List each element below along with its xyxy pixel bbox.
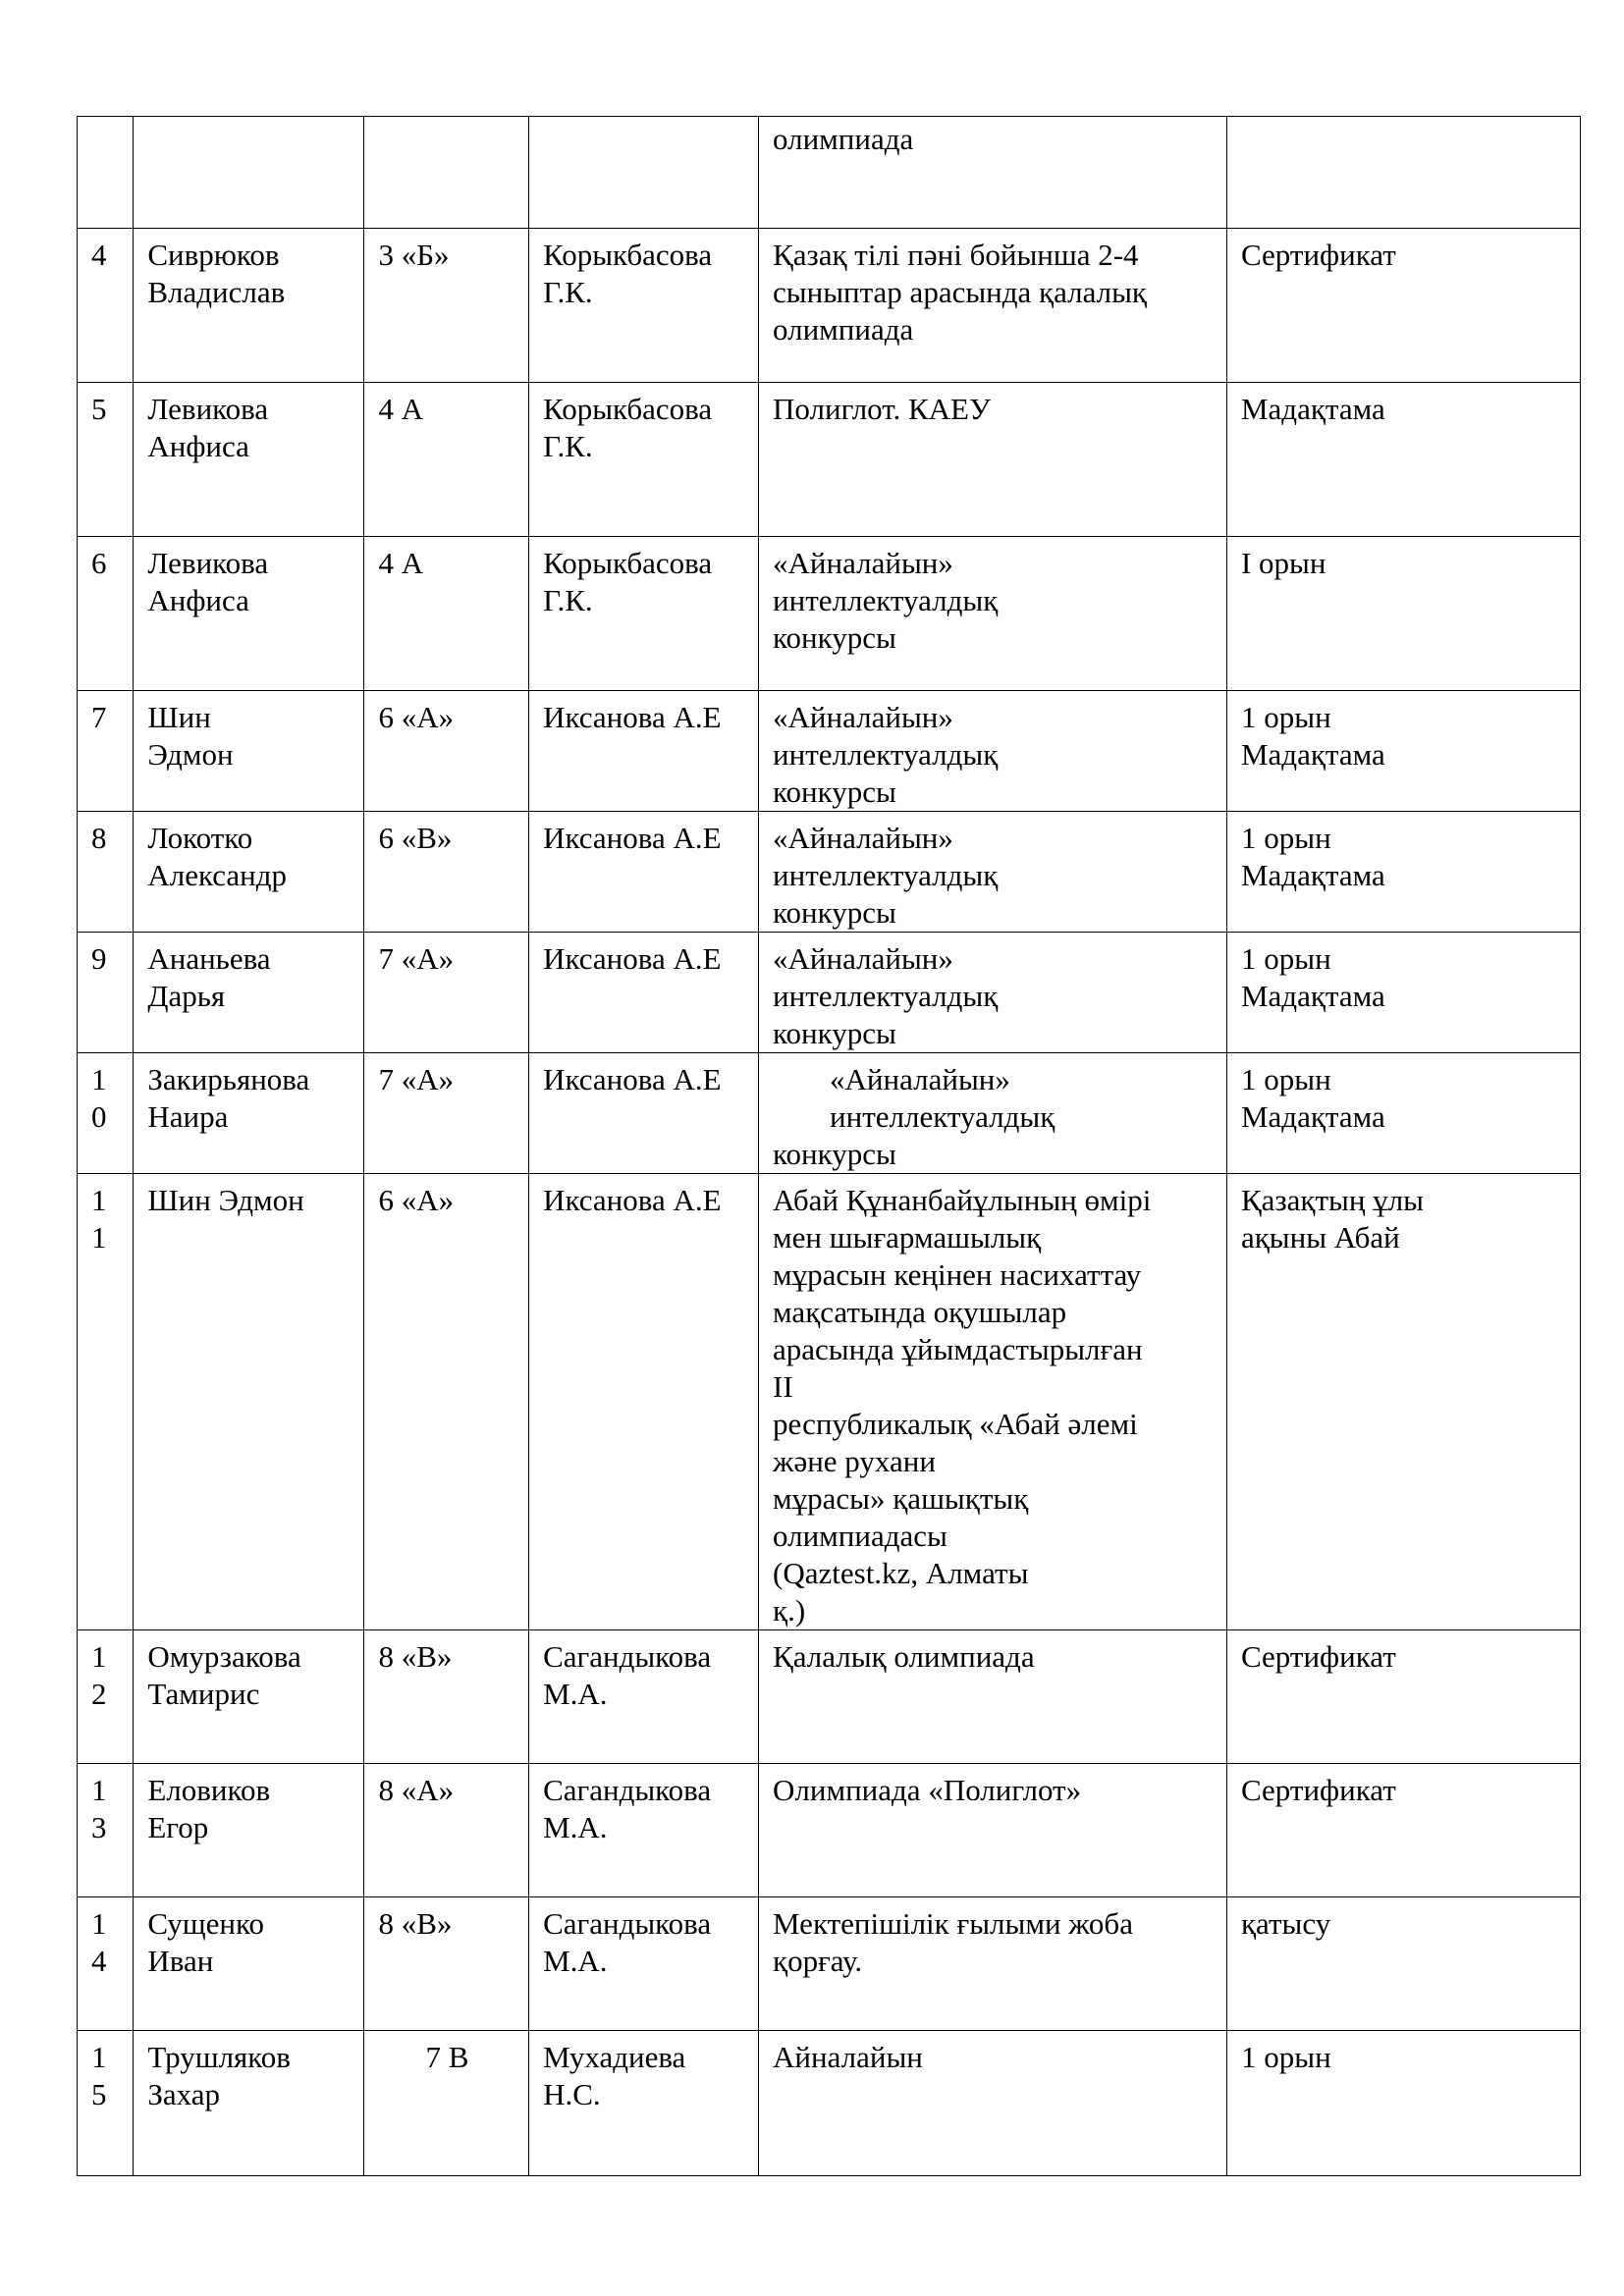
cell-name: Сущенко Иван — [134, 1897, 364, 2031]
table-row — [78, 1174, 1581, 1630]
cell-event: «Айналайын» интеллектуалдық конкурсы — [759, 812, 1227, 933]
cell-num: 14 — [78, 1897, 134, 2031]
cell-result — [1226, 117, 1580, 229]
cell-teacher: Корыкбасова Г.К. — [529, 537, 759, 691]
cell-name: Шин Эдмон — [134, 1174, 364, 1630]
cell-class — [364, 117, 529, 229]
table-row — [78, 1630, 1581, 1764]
cell-event-part: конкурсы — [773, 1137, 896, 1171]
cell-teacher: Корыкбасова Г.К. — [529, 383, 759, 537]
cell-class: 8 «В» — [364, 1630, 529, 1764]
cell-name: Шин Эдмон — [134, 691, 364, 812]
cell-event: «Айналайын» интеллектуалдық конкурсы — [759, 537, 1227, 691]
cell-name — [134, 117, 364, 229]
cell-event: Полиглот. КАЕУ — [759, 383, 1227, 537]
table-row — [78, 229, 1581, 383]
cell-result: Сертификат — [1226, 1630, 1580, 1764]
cell-result: 1 орын Мадақтама — [1226, 691, 1580, 812]
cell-class: 4 А — [364, 383, 529, 537]
cell-class: 3 «Б» — [364, 229, 529, 383]
cell-name: Еловиков Егор — [134, 1764, 364, 1897]
cell-event: олимпиада — [759, 117, 1227, 229]
cell-result: 1 орын Мадақтама — [1226, 1053, 1580, 1174]
cell-class: 4 А — [364, 537, 529, 691]
table-row — [78, 383, 1581, 537]
table-row — [78, 933, 1581, 1053]
cell-result: Мадақтама — [1226, 383, 1580, 537]
cell-event: Айналайын — [759, 2031, 1227, 2176]
cell-class: 7 «А» — [364, 933, 529, 1053]
cell-result: Сертификат — [1226, 229, 1580, 383]
table-row — [78, 812, 1581, 933]
cell-num: 4 — [78, 229, 134, 383]
cell-name: Локотко Александр — [134, 812, 364, 933]
table-row — [78, 2031, 1581, 2176]
cell-num — [78, 117, 134, 229]
cell-num: 7 — [78, 691, 134, 812]
cell-result: Сертификат — [1226, 1764, 1580, 1897]
cell-class: 6 «А» — [364, 1174, 529, 1630]
cell-result: 1 орын Мадақтама — [1226, 812, 1580, 933]
cell-name: Ананьева Дарья — [134, 933, 364, 1053]
cell-class: 7 «А» — [364, 1053, 529, 1174]
cell-event: Олимпиада «Полиглот» — [759, 1764, 1227, 1897]
cell-name: Левикова Анфиса — [134, 383, 364, 537]
cell-num: 6 — [78, 537, 134, 691]
cell-num: 8 — [78, 812, 134, 933]
table-row — [78, 537, 1581, 691]
cell-teacher — [529, 117, 759, 229]
cell-event — [759, 1053, 1227, 1174]
cell-name: Сиврюков Владислав — [134, 229, 364, 383]
cell-teacher: Иксанова А.Е — [529, 1053, 759, 1174]
cell-num: 13 — [78, 1764, 134, 1897]
cell-class: 8 «А» — [364, 1764, 529, 1897]
cell-event: «Айналайын» интеллектуалдық конкурсы — [759, 691, 1227, 812]
cell-result: Қазақтың ұлы ақыны Абай — [1226, 1174, 1580, 1630]
cell-event: Абай Құнанбайұлының өмірі мен шығармашылық мұрасын кеңінен насихаттау мақсатында оқушылар арасында ұйымдастырылған II республикалық «Абай әлемі және рухани мұрасы» қашықтық олимпиадасы (Qaztest.kz, Алматы қ.) — [759, 1174, 1227, 1630]
cell-name: Закирьянова Наира — [134, 1053, 364, 1174]
cell-teacher: Иксанова А.Е — [529, 933, 759, 1053]
cell-result: қатысу — [1226, 1897, 1580, 2031]
cell-result: I орын — [1226, 537, 1580, 691]
table-row — [78, 1897, 1581, 2031]
results-table — [77, 116, 1581, 2176]
cell-teacher: Иксанова А.Е — [529, 812, 759, 933]
cell-teacher: Сагандыкова М.А. — [529, 1897, 759, 2031]
cell-name: Омурзакова Тамирис — [134, 1630, 364, 1764]
cell-teacher: Мухадиева Н.С. — [529, 2031, 759, 2176]
cell-class: 8 «В» — [364, 1897, 529, 2031]
cell-num: 12 — [78, 1630, 134, 1764]
cell-num: 9 — [78, 933, 134, 1053]
cell-num: 5 — [78, 383, 134, 537]
cell-num: 11 — [78, 1174, 134, 1630]
cell-name: Трушляков Захар — [134, 2031, 364, 2176]
cell-event: «Айналайын» интеллектуалдық конкурсы — [759, 933, 1227, 1053]
cell-class: 7 В — [364, 2031, 529, 2176]
cell-event-part: «Айналайын» интеллектуалдық — [830, 1062, 1056, 1134]
table-row — [78, 117, 1581, 229]
cell-event: Қазақ тілі пәні бойынша 2-4 сыныптар арасында қалалық олимпиада — [759, 229, 1227, 383]
cell-num: 15 — [78, 2031, 134, 2176]
cell-num: 10 — [78, 1053, 134, 1174]
table-row — [78, 1053, 1581, 1174]
cell-result: 1 орын — [1226, 2031, 1580, 2176]
cell-event: Мектепішілік ғылыми жоба қорғау. — [759, 1897, 1227, 2031]
cell-teacher: Иксанова А.Е — [529, 691, 759, 812]
cell-class: 6 «В» — [364, 812, 529, 933]
cell-teacher: Корыкбасова Г.К. — [529, 229, 759, 383]
cell-class: 6 «А» — [364, 691, 529, 812]
cell-teacher: Сагандыкова М.А. — [529, 1630, 759, 1764]
cell-result: 1 орын Мадақтама — [1226, 933, 1580, 1053]
table-row — [78, 691, 1581, 812]
cell-event: Қалалық олимпиада — [759, 1630, 1227, 1764]
cell-teacher: Сагандыкова М.А. — [529, 1764, 759, 1897]
cell-name: Левикова Анфиса — [134, 537, 364, 691]
cell-teacher: Иксанова А.Е — [529, 1174, 759, 1630]
table-row — [78, 1764, 1581, 1897]
